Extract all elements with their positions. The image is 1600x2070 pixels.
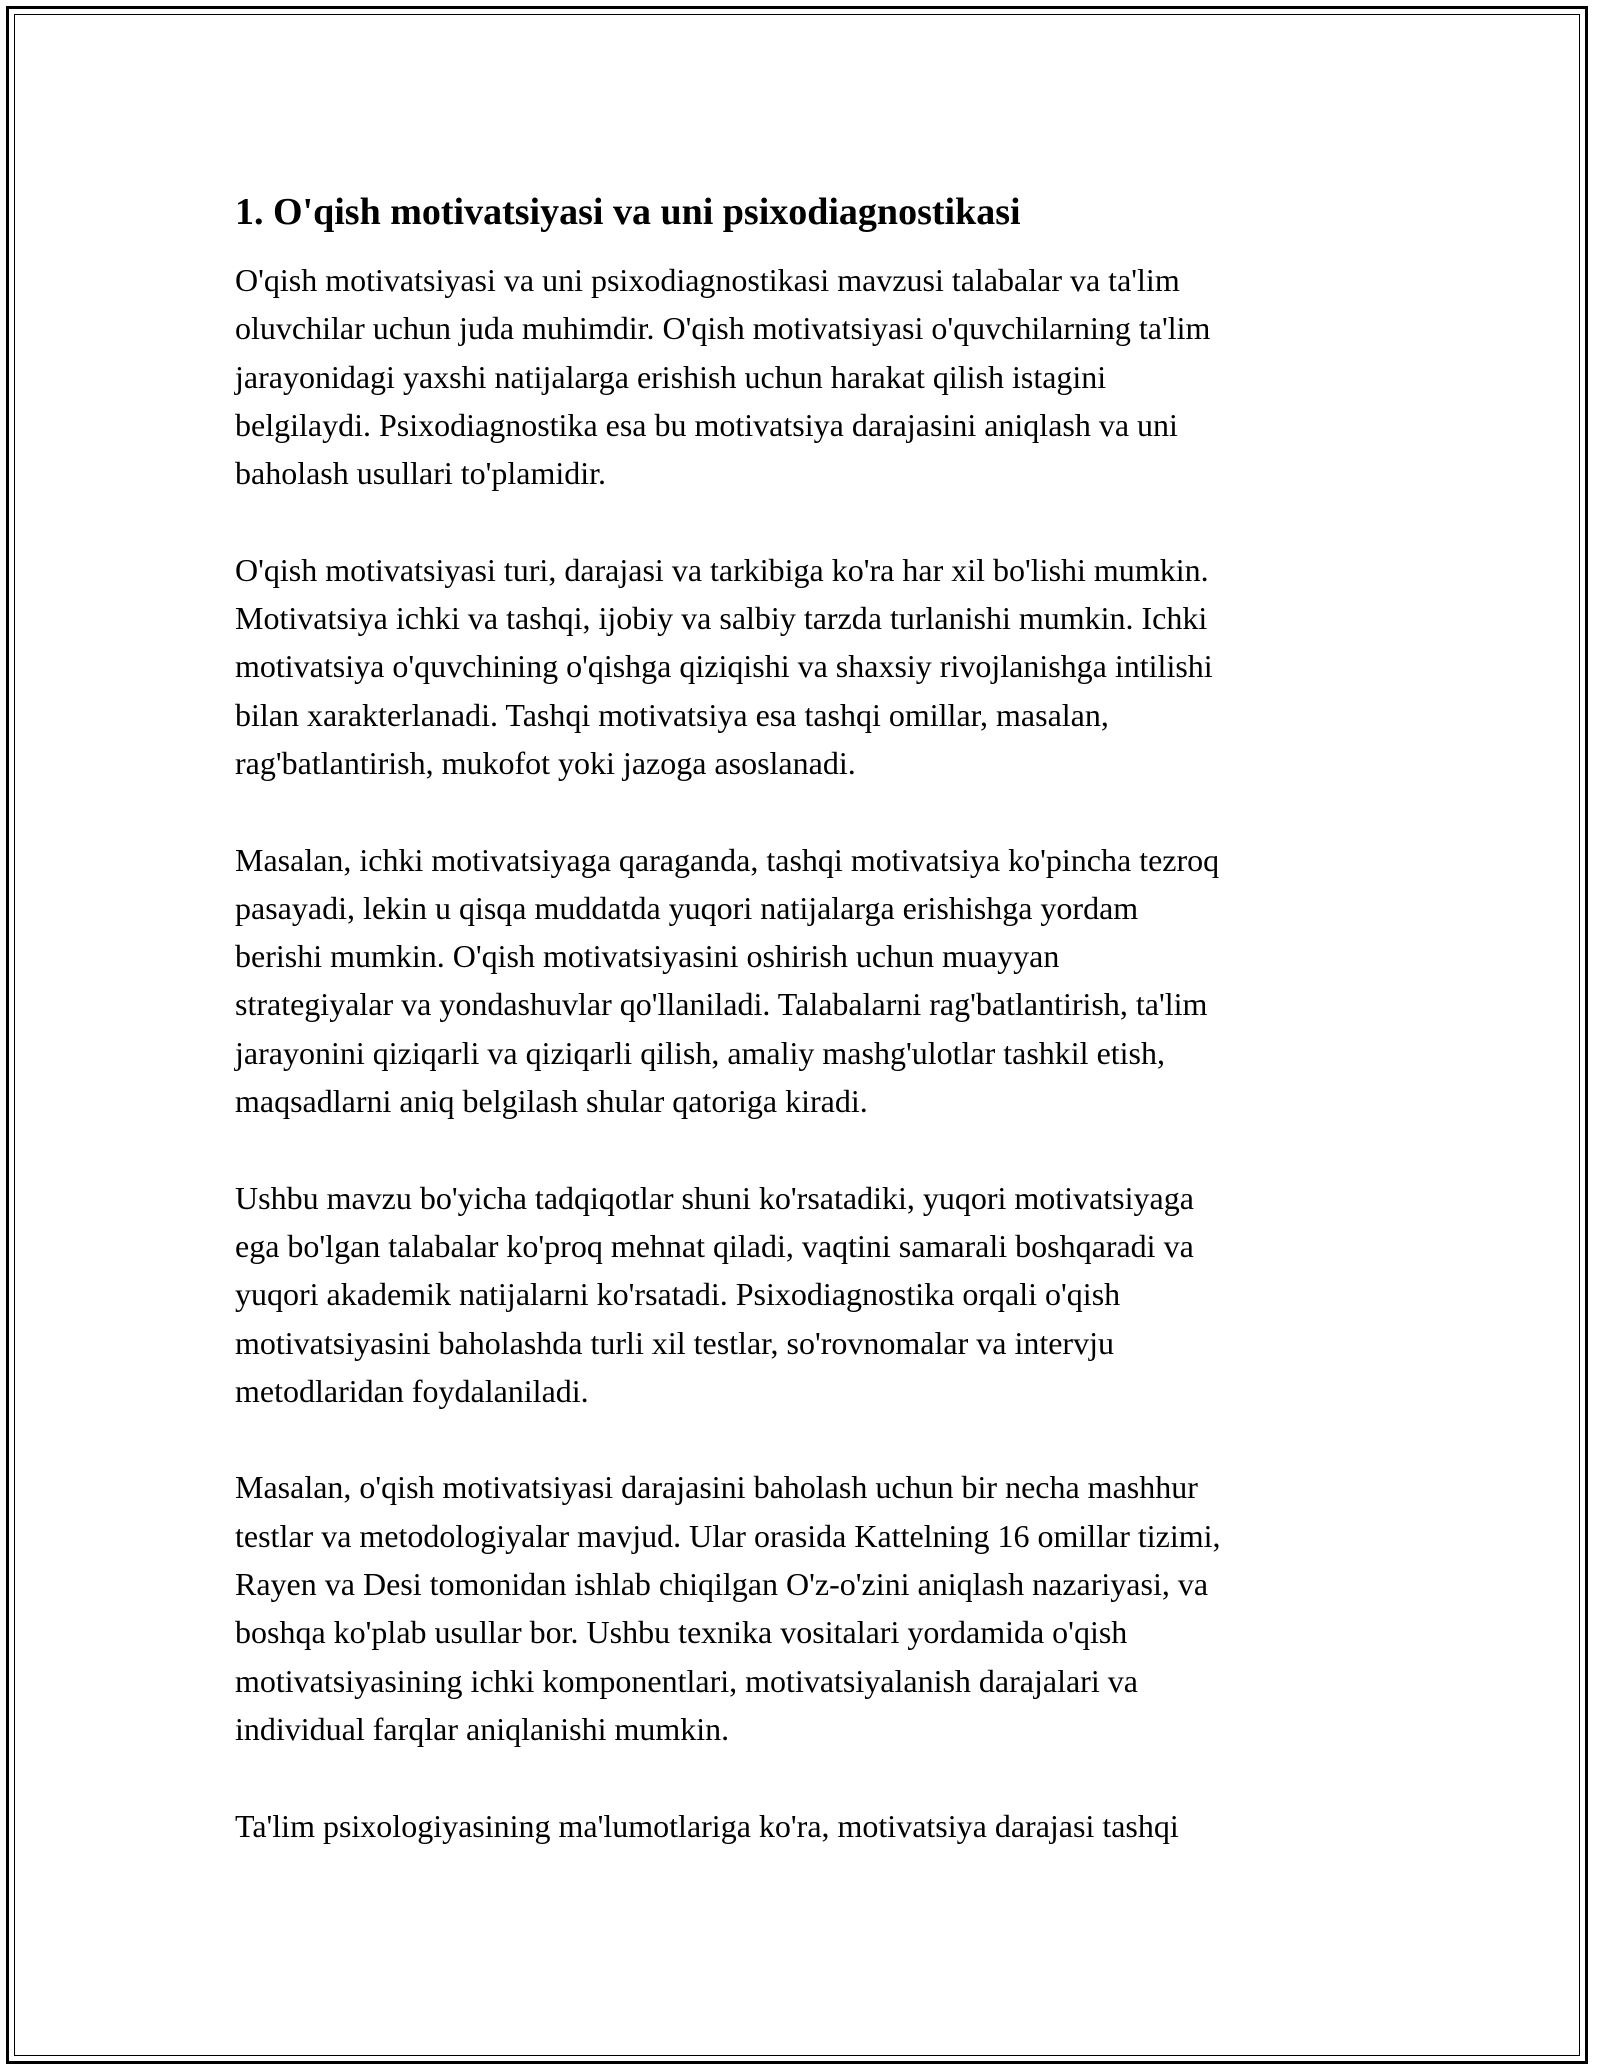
paragraph-6: Ta'lim psixologiyasining ma'lumotlariga ko'ra, motivatsiya darajasi tashqi — [235, 1807, 1179, 1844]
paragraph-5: Masalan, o'qish motivatsiyasi darajasini baholash uchun bir necha mashhur testlar va metodologiyalar mavjud. Ular orasida Kattelning 16 omillar tizimi, Rayen va Desi tomonidan ishlab chiqilgan O'z-o'zini aniqlash nazariyasi, va boshqa ko'plab usullar bor. Ushbu texnika vositalari yordamida o'qish motivatsiyasining ichki komponentlari, motivatsiyalanish darajalari va individual farqlar aniqlanishi mumkin. — [235, 1469, 1221, 1747]
document-body — [235, 188, 1375, 1898]
paragraph-2: O'qish motivatsiyasi turi, darajasi va tarkibiga ko'ra har xil bo'lishi mumkin. Motivatsiya ichki va tashqi, ijobiy va salbiy tarzda turlanishi mumkin. Ichki motivatsiya o'quvchining o'qishga qiziqishi va shaxsiy rivojlanishga intilishi bilan xarakterlanadi. Tashqi motivatsiya esa tashqi omillar, masalan, rag'batlantirish, mukofot yoki jazoga asoslanadi. — [235, 551, 1213, 781]
paragraph-3: Masalan, ichki motivatsiyaga qaraganda, tashqi motivatsiya ko'pincha tezroq pasayadi, lekin u qisqa muddatda yuqori natijalarga erishishga yordam berishi mumkin. O'qish motivatsiyasini oshirish uchun muayyan strategiyalar va yondashuvlar qo'llaniladi. Talabalarni rag'batlantirish, ta'lim jarayonini qiziqarli va qiziqarli qilish, amaliy mashg'ulotlar tashkil etish, maqsadlarni aniq belgilash shular qatoriga kiradi. — [235, 841, 1220, 1120]
section-heading: 1. O'qish motivatsiyasi va uni psixodiagnostikasi — [235, 191, 1021, 233]
paragraph-4: Ushbu mavzu bo'yicha tadqiqotlar shuni ko'rsatadiki, yuqori motivatsiyaga ega bo'lgan talabalar ko'proq mehnat qiladi, vaqtini samarali boshqaradi va yuqori akademik natijalarni ko'rsatadi. Psixodiagnostika orqali o'qish motivatsiyasini baholashda turli xil testlar, so'rovnomalar va intervju metodlaridan foydalaniladi. — [235, 1179, 1194, 1409]
paragraph-1: O'qish motivatsiyasi va uni psixodiagnostikasi mavzusi talabalar va ta'lim oluvchilar uchun juda muhimdir. O'qish motivatsiyasi o'quvchilarning ta'lim jarayonidagi yaxshi natijalarga erishish uchun harakat qilish istagini belgilaydi. Psixodiagnostika esa bu motivatsiya darajasini aniqlash va uni baholash usullari to'plamidir. — [235, 262, 1211, 492]
